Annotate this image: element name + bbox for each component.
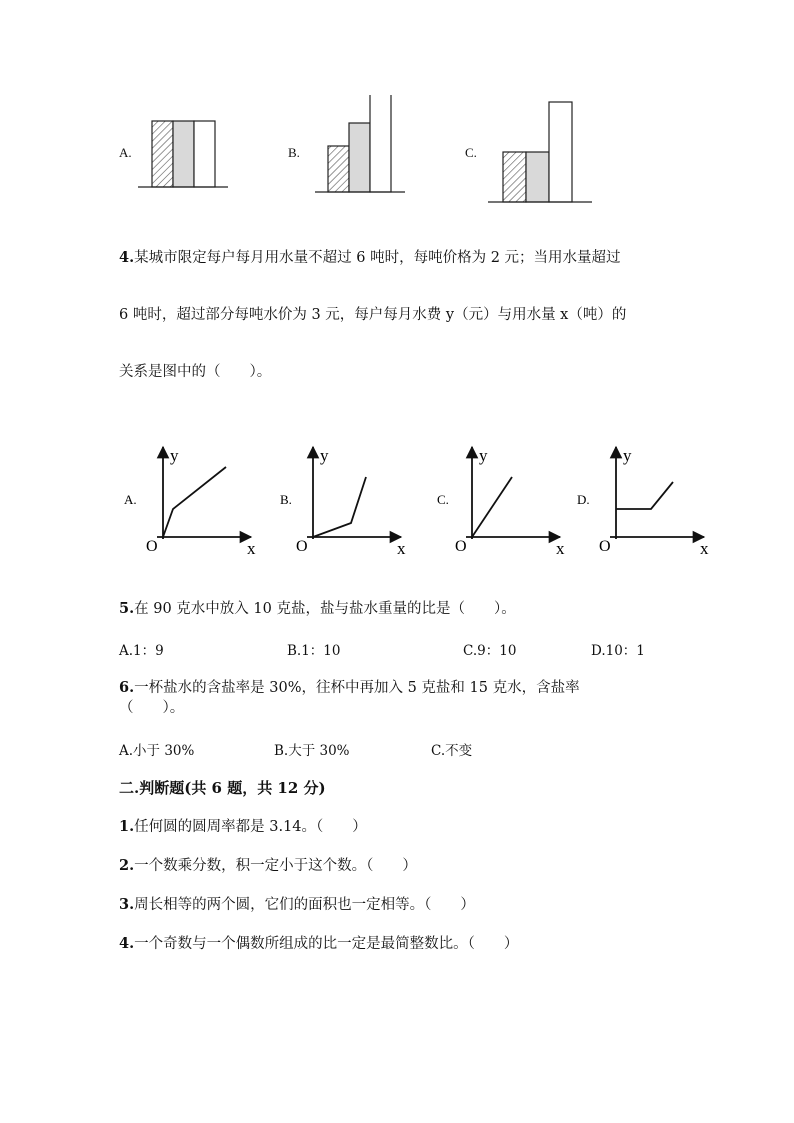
tf-item-4-text: 一个奇数与一个偶数所组成的比一定是最简整数比。（ ）: [134, 936, 519, 952]
tf-item-1-number: 1.: [119, 818, 135, 835]
q5-text: 在 90 克水中放入 10 克盐，盐与盐水重量的比是（ ）。: [134, 601, 516, 617]
q4-graph-4-x-label: x: [700, 539, 709, 558]
section2-title: 二.判断题(共 6 题，共 12 分): [119, 779, 326, 797]
q6-choice-a: A.小于 30%: [119, 743, 195, 759]
q5-choice-a: A.1：9: [119, 643, 164, 659]
q6-line-2: （ ）。: [119, 700, 185, 716]
q5-line: [119, 599, 516, 619]
q6-text-1: 一杯盐水的含盐率是 30%，往杯中再加入 5 克盐和 15 克水，含盐率: [134, 680, 580, 696]
q4-graph-4-line: [616, 482, 673, 509]
tf-item-2-number: 2.: [119, 857, 135, 874]
q3-bar-1-2: [173, 121, 194, 187]
q6-line-1: [119, 678, 580, 698]
q4-graph-2-origin-label: O: [296, 538, 308, 555]
tf-item-3-number: 3.: [119, 896, 135, 913]
tf-item-1-text: 任何圆的圆周率都是 3.14。（ ）: [134, 819, 367, 835]
tf-item-3: [119, 895, 475, 915]
q4-line-1: [119, 248, 621, 268]
q4-graph-3-x-label: x: [556, 539, 565, 558]
q4-graph-3-y-label: y: [479, 446, 488, 465]
q3-bar-2-3: [370, 95, 391, 192]
q3-bar-1-3: [194, 121, 215, 187]
q6-number: 6.: [119, 679, 135, 696]
q4-graph-4-origin-label: O: [599, 538, 611, 555]
q4-number: 4.: [119, 249, 135, 266]
q3-bar-1-1: [152, 121, 173, 187]
q4-graph-4-option-label: D.: [577, 492, 590, 507]
q4-graph-1-origin-label: O: [146, 538, 158, 555]
q4-line-3: 关系是图中的（ ）。: [119, 364, 272, 380]
q6-choice-c: C.不变: [431, 743, 473, 759]
q3-bar-3-2: [526, 152, 549, 202]
tf-item-3-text: 周长相等的两个圆，它们的面积也一定相等。（ ）: [134, 897, 475, 913]
tf-item-4-number: 4.: [119, 935, 135, 952]
tf-item-4: [119, 934, 518, 954]
q4-graph-2-option-label: B.: [280, 492, 292, 507]
q5-number: 5.: [119, 600, 135, 617]
q4-graph-3-origin-label: O: [455, 538, 467, 555]
q4-graph-2-line: [313, 477, 366, 537]
q4-graph-2-x-label: x: [397, 539, 406, 558]
q4-graph-1-line: [163, 467, 226, 537]
q3-option-c-label: C.: [465, 145, 477, 160]
tf-item-1: [119, 817, 367, 837]
q4-graph-1-option-label: A.: [124, 492, 137, 507]
q4-graph-1-x-label: x: [247, 539, 256, 558]
q4-text-1: 某城市限定每户每月用水量不超过 6 吨时，每吨价格为 2 元；当用水量超过: [134, 250, 621, 266]
q3-option-a-label: A.: [119, 145, 132, 160]
q4-graphs: [110, 440, 720, 565]
q5-choice-b: B.1：10: [287, 643, 341, 659]
q3-bar-2-2: [349, 123, 370, 192]
q4-graph-3-option-label: C.: [437, 492, 449, 507]
q3-option-b-label: B.: [288, 145, 300, 160]
q6-choice-b: B.大于 30%: [274, 743, 350, 759]
q3-bar-diagrams: [0, 95, 794, 210]
q3-bar-3-1: [503, 152, 526, 202]
q4-graph-2-y-label: y: [320, 446, 329, 465]
q4-graph-3-line: [472, 477, 512, 537]
q3-bar-2-1: [328, 146, 349, 192]
tf-item-2-text: 一个数乘分数，积一定小于这个数。（ ）: [134, 858, 417, 874]
q4-line-2: 6 吨时，超过部分每吨水价为 3 元，每户每月水费 y（元）与用水量 x（吨）的: [119, 307, 627, 323]
tf-item-2: [119, 856, 417, 876]
q5-choice-d: D.10：1: [591, 643, 645, 659]
q3-bar-3-3: [549, 102, 572, 202]
q5-choice-c: C.9：10: [463, 643, 517, 659]
q4-graph-4-y-label: y: [623, 446, 632, 465]
q4-graph-1-y-label: y: [170, 446, 179, 465]
